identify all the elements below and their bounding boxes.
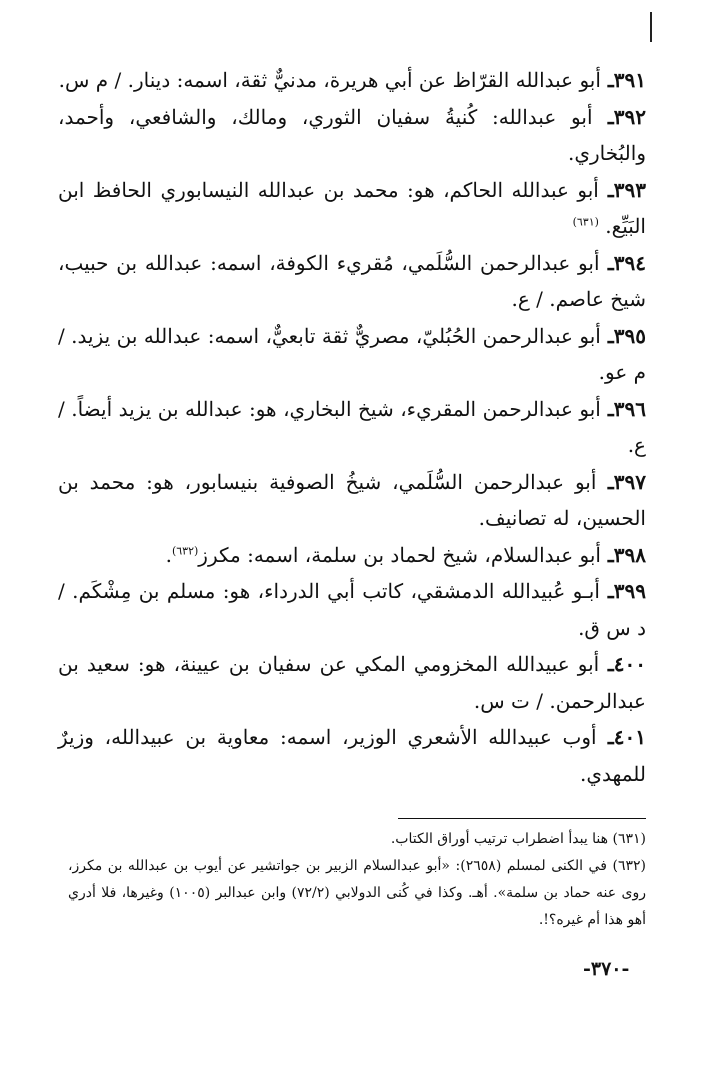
entry-397: ٣٩٧ـ أبو عبدالرحمن السُّلَمي، شيخُ الصوفية بنيسابور، هو: محمد بن الحسين، له تصانيف. bbox=[58, 469, 646, 530]
entry-394: ٣٩٤ـ أبو عبدالرحمن السُّلَمي، مُقريء الكوفة، اسمه: عبدالله بن حبيب، شيخ عاصم. / ع. bbox=[58, 250, 646, 311]
entry-number: ٤٠٠ bbox=[613, 652, 646, 676]
entry-text: أبو عبيدالله المخزومي المكي عن سفيان بن عيينة، هو: سعيد بن عبدالرحمن. / ت س. bbox=[58, 652, 646, 713]
footnote-631 bbox=[68, 826, 646, 853]
footnote-separator bbox=[398, 818, 646, 819]
entry-text: أبو عبدالرحمن المقريء، شيخ البخاري، هو: عبدالله بن يزيد أيضاً. / ع. bbox=[58, 396, 646, 457]
entry-text: أبو عبدالله الحاكم، هو: محمد بن عبدالله النيسابوري الحافظ ابن البَيِّع. bbox=[58, 177, 646, 238]
entry-398: ٣٩٨ـ أبو عبدالسلام، شيخ لحماد بن سلمة، اسمه: مكرز$^{(٦٣٢)}$. bbox=[165, 542, 646, 567]
footnote-reference[interactable]: (٦٣١) bbox=[572, 215, 599, 229]
entry-number: ٣٩٧ bbox=[613, 469, 646, 494]
footnote-number: (٦٣٢) bbox=[612, 858, 646, 874]
entry-392: ٣٩٢ـ أبو عبدالله: كُنيةُ سفيان الثوري، ومالك، والشافعي، وأحمد، والبُخاري. bbox=[58, 104, 646, 165]
entry-tail: . bbox=[165, 542, 172, 567]
entry-text: أبو عبدالسلام، شيخ لحماد بن سلمة، اسمه: مكرز bbox=[198, 542, 601, 567]
entry-395: ٣٩٥ـ أبو عبدالرحمن الحُبُليّ، مصريٌّ ثقة تابعيٌّ، اسمه: عبدالله بن يزيد. / م عو. bbox=[58, 323, 646, 384]
entry-399: ٣٩٩ـ أبـو عُبيدالله الدمشقي، كاتب أبي الدرداء، هو: مسلم بن مِشْكَم. / د س ق. bbox=[58, 579, 646, 640]
entry-391: ٣٩١ـ أبو عبدالله القرّاظ عن أبي هريرة، مدنيٌّ ثقة، اسمه: دينار. / م س. bbox=[58, 68, 646, 92]
entry-text: أبو عبدالرحمن الحُبُليّ، مصريٌّ ثقة تابعيٌّ، اسمه: عبدالله بن يزيد. / م عو. bbox=[58, 323, 646, 384]
page-body bbox=[58, 62, 646, 792]
entry-396: ٣٩٦ـ أبو عبدالرحمن المقريء، شيخ البخاري، هو: عبدالله بن يزيد أيضاً. / ع. bbox=[58, 396, 646, 457]
entry-text: أبـو عُبيدالله الدمشقي، كاتب أبي الدرداء، هو: مسلم بن مِشْكَم. / د س ق. bbox=[58, 579, 646, 640]
entry-number: ٣٩٣ bbox=[613, 177, 646, 202]
entry-number: ٣٩٤ bbox=[613, 250, 646, 275]
entry-400: ٤٠٠ـ أبو عبيدالله المخزومي المكي عن سفيان بن عيينة، هو: سعيد بن عبدالرحمن. / ت س. bbox=[58, 652, 646, 713]
entry-number: ٣٩٢ bbox=[613, 104, 646, 129]
footnote-number: (٦٣١) bbox=[612, 831, 646, 847]
entry-number: ٤٠١ bbox=[613, 725, 646, 749]
page-edge-mark bbox=[650, 12, 652, 42]
entry-393: ٣٩٣ـ أبو عبدالله الحاكم، هو: محمد بن عبدالله النيسابوري الحافظ ابن البَيِّع. $^{(٦٣١)}$ bbox=[58, 177, 646, 238]
footnote-text: في الكنى لمسلم (٢٦٥٨): «أبو عبدالسلام الزبير بن جواتشير عن أيوب بن عبدالله بن مكرز، روى عنه حماد بن سلمة». أهـ. وكذا في كُنى الدولابي (٧٢/٢) وابن عبدالبر (١٠٠٥) وغيرها، فلا أدري أهو هذا أم غيره؟!. bbox=[68, 858, 646, 928]
footnote-text: هنا يبدأ اضطراب ترتيب أوراق الكتاب. bbox=[390, 831, 609, 847]
entry-number: ٣٩٦ bbox=[613, 396, 646, 421]
entry-number: ٣٩٩ bbox=[613, 579, 646, 603]
entry-text: أبو عبدالله القرّاظ عن أبي هريرة، مدنيٌّ ثقة، اسمه: دينار. / م س. bbox=[58, 68, 601, 92]
entry-text: أبو عبدالرحمن السُّلَمي، مُقريء الكوفة، اسمه: عبدالله بن حبيب، شيخ عاصم. / ع. bbox=[58, 250, 646, 311]
entry-number: ٣٩٥ bbox=[613, 323, 646, 348]
footnotes-section bbox=[68, 826, 646, 934]
footnote-632 bbox=[68, 853, 646, 934]
footnote-reference[interactable]: (٦٣٢) bbox=[171, 543, 199, 557]
entries-list bbox=[58, 62, 646, 792]
entry-text: أوب عبيدالله الأشعري الوزير، اسمه: معاوية بن عبيدالله، وزيرٌ للمهدي. bbox=[58, 725, 646, 786]
entry-401: ٤٠١ـ أوب عبيدالله الأشعري الوزير، اسمه: معاوية بن عبيدالله، وزيرٌ للمهدي. bbox=[58, 725, 646, 786]
entry-text: أبو عبدالله: كُنيةُ سفيان الثوري، ومالك، والشافعي، وأحمد، والبُخاري. bbox=[58, 104, 646, 165]
entry-number: ٣٩٨ bbox=[613, 542, 646, 567]
page-number: -٣٧٠- bbox=[583, 958, 630, 980]
entry-number: ٣٩١ bbox=[613, 68, 646, 92]
entry-text: أبو عبدالرحمن السُّلَمي، شيخُ الصوفية بنيسابور، هو: محمد بن الحسين، له تصانيف. bbox=[58, 469, 646, 530]
